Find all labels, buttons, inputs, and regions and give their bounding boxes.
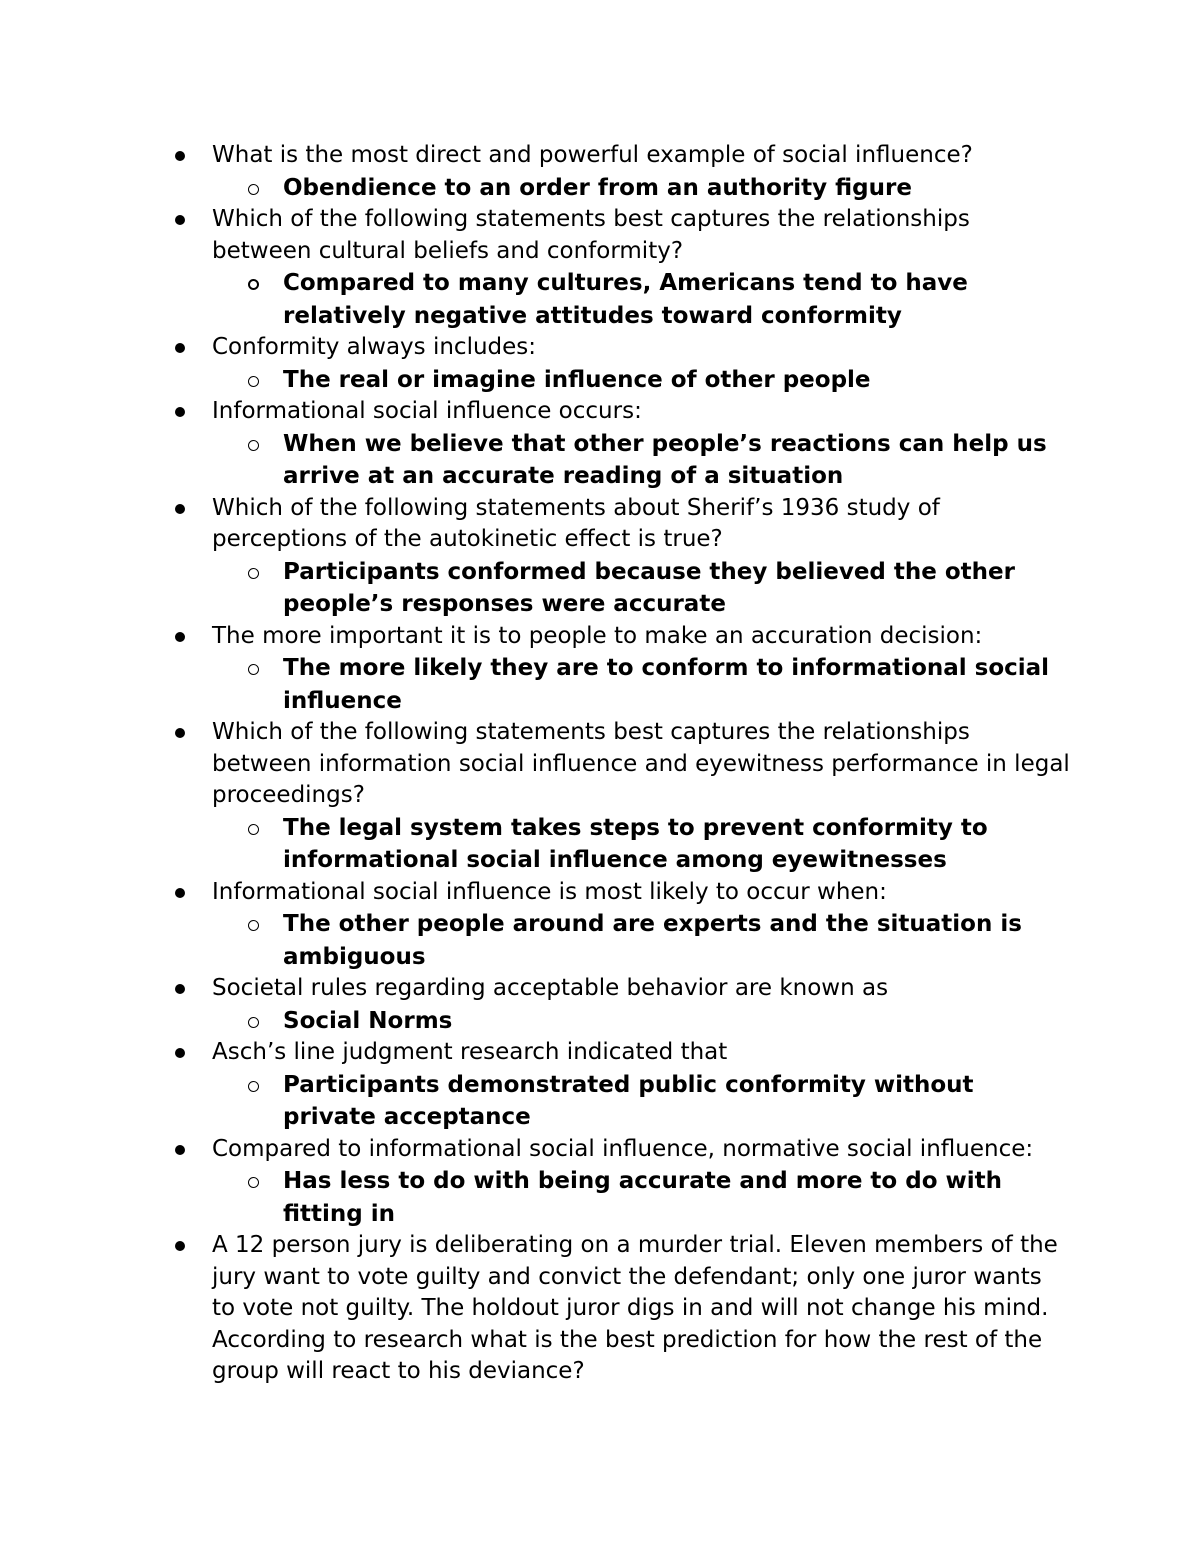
question-text: A 12 person jury is deliberating on a murder trial. Eleven members of the jury want to vote guilty and convict the defendant; only one juror wants to vote not guilty. The holdout juror digs in and will not change his mind. According to research what is the best prediction for how the rest of the group will react to his deviance?: [212, 1232, 1058, 1384]
answer-text: The other people around are experts and the situation is ambiguous: [283, 911, 1022, 970]
answer-text: The real or imagine influence of other people: [283, 366, 871, 393]
question-text: Societal rules regarding acceptable behavior are known as: [212, 975, 889, 1001]
bullet-icon: [175, 204, 186, 236]
hollow-bullet-icon: [248, 1005, 262, 1038]
bullet-icon: [175, 1134, 186, 1166]
hollow-bullet-icon: [248, 812, 262, 845]
hollow-bullet-icon: [248, 1165, 262, 1198]
answer-text: The more likely they are to conform to informational social influence: [283, 655, 1050, 714]
question-text: Which of the following statements best captures the relationships between cultural beliefs and conformity?: [212, 206, 970, 264]
bullet-icon: [175, 140, 186, 172]
answer-item: [170, 1165, 1070, 1230]
answer-text: Obendience to an order from an authority figure: [283, 174, 912, 201]
answer-text: Social Norms: [283, 1007, 453, 1034]
question-item: [170, 621, 1070, 653]
answer-item: [170, 1069, 1070, 1134]
answer-text: Compared to many cultures, Americans tend to have relatively negative attitudes toward conformity: [283, 270, 968, 329]
bullet-icon: [175, 1037, 186, 1069]
question-item: [170, 332, 1070, 364]
question-text: Which of the following statements best captures the relationships between information social influence and eyewitness performance in legal proceedings?: [212, 719, 1070, 808]
hollow-bullet-icon: [248, 364, 262, 397]
answer-item: [170, 267, 1070, 332]
bullet-icon: [175, 332, 186, 364]
question-item: [170, 493, 1070, 556]
bullet-icon: [175, 493, 186, 525]
answer-item: [170, 172, 1070, 205]
question-list: [170, 140, 1070, 1388]
question-text: The more important it is to people to make an accuration decision:: [212, 622, 983, 649]
question-item: [170, 140, 1070, 172]
answer-item: [170, 652, 1070, 717]
question-item: [170, 1134, 1070, 1166]
question-item: [170, 204, 1070, 267]
answer-item: [170, 908, 1070, 973]
answer-item: [170, 1005, 1070, 1038]
answer-item: [170, 812, 1070, 877]
answer-text: Participants conformed because they believed the other people’s responses were accurate: [283, 558, 1015, 617]
hollow-bullet-icon: [248, 428, 262, 461]
hollow-bullet-icon: [248, 556, 262, 589]
bullet-icon: [175, 877, 186, 909]
question-text: Informational social influence is most likely to occur when:: [212, 878, 887, 905]
answer-text: When we believe that other people’s reactions can help us arrive at an accurate reading of a situation: [283, 430, 1047, 489]
question-text: Asch’s line judgment research indicated that: [212, 1039, 728, 1065]
hollow-bullet-icon: [248, 267, 262, 300]
bullet-icon: [175, 621, 186, 653]
bullet-icon: [175, 1230, 186, 1262]
question-item: [170, 1037, 1070, 1069]
question-text: Compared to informational social influence, normative social influence:: [212, 1135, 1034, 1162]
question-text: Informational social influence occurs:: [212, 398, 642, 424]
answer-item: [170, 428, 1070, 493]
question-item: [170, 973, 1070, 1005]
hollow-bullet-icon: [248, 172, 262, 205]
question-item: [170, 877, 1070, 909]
hollow-bullet-icon: [248, 652, 262, 685]
question-text: Which of the following statements about Sherif’s 1936 study of perceptions of the autokinetic effect is true?: [212, 494, 940, 552]
answer-text: Has less to do with being accurate and more to do with fitting in: [283, 1168, 1002, 1227]
question-item: [170, 717, 1070, 812]
bullet-icon: [175, 396, 186, 428]
bullet-icon: [175, 973, 186, 1005]
answer-text: Participants demonstrated public conformity without private acceptance: [283, 1071, 974, 1130]
answer-item: [170, 556, 1070, 621]
hollow-bullet-icon: [248, 1069, 262, 1102]
question-item: [170, 1230, 1070, 1388]
hollow-bullet-icon: [248, 908, 262, 941]
question-item: [170, 396, 1070, 428]
question-text: Conformity always includes:: [212, 334, 537, 360]
bullet-icon: [175, 717, 186, 749]
answer-item: [170, 364, 1070, 397]
answer-text: The legal system takes steps to prevent conformity to informational social influence among eyewitnesses: [283, 814, 988, 873]
question-text: What is the most direct and powerful example of social influence?: [212, 142, 973, 168]
